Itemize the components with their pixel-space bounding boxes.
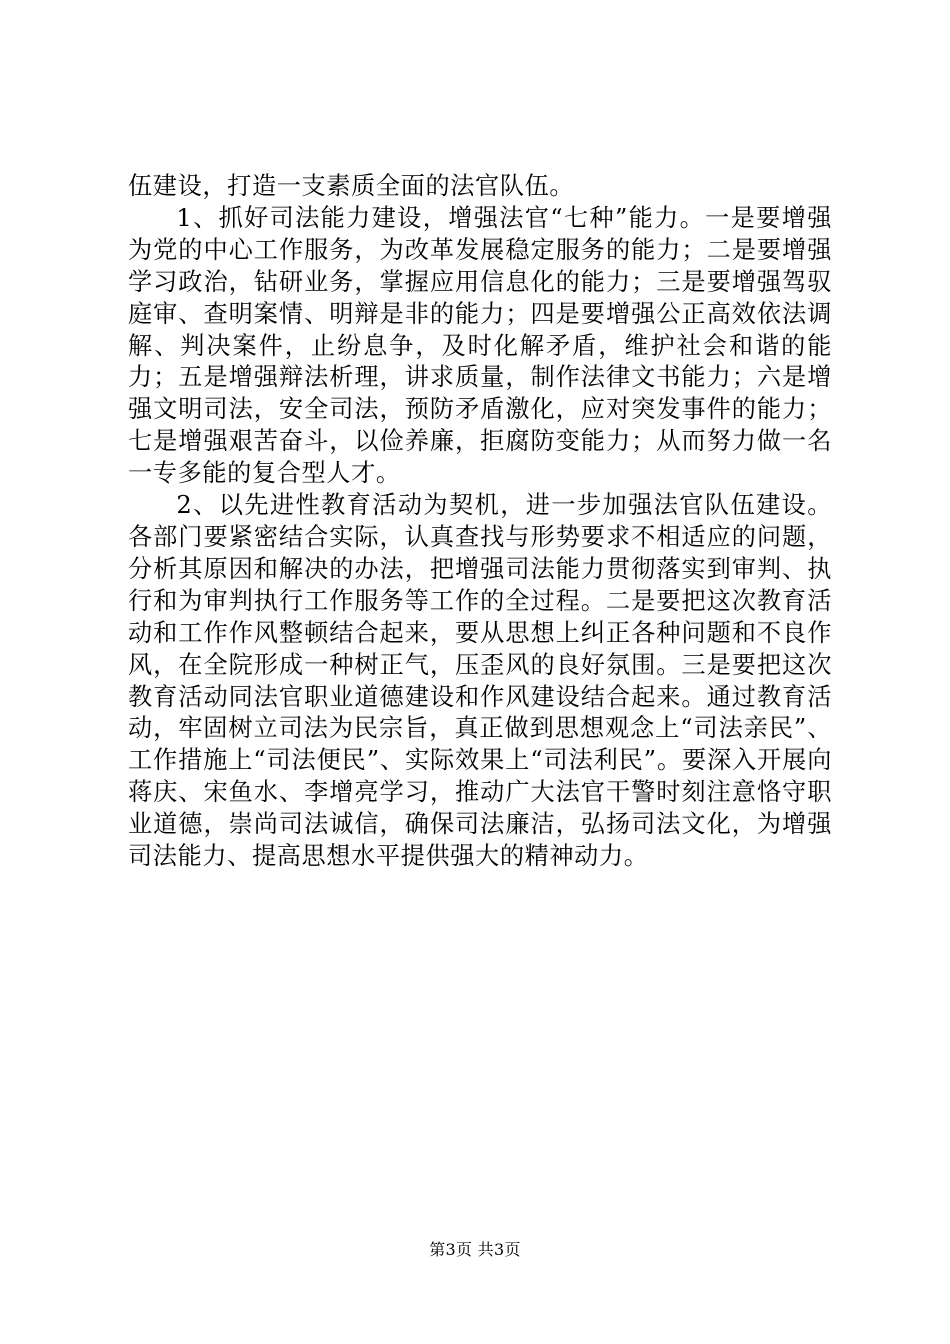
paragraph-education-activity: 2、以先进性教育活动为契机，进一步加强法官队伍建设。各部门要紧密结合实际，认真查找与形势要求不相适应的问题，分析其原因和解决的办法，把增强司法能力贯彻落实到审判、执行和为审判执行工作服务等工作的全过程。二是要把这次教育活动和工作作风整顿结合起来，要从思想上纠正各种问题和不良作风，在全院形成一种树正气，压歪风的良好氛围。三是要把这次教育活动同法官职业道德建设和作风建设结合起来。通过教育活动，牢固树立司法为民宗旨，真正做到思想观念上“司法亲民”、工作措施上“司法便民”、实际效果上“司法利民”。要深入开展向蒋庆、宋鱼水、李增亮学习，推动广大法官干警时刻注意恪守职业道德，崇尚司法诚信，确保司法廉洁，弘扬司法文化，为增强司法能力、提高思想水平提供强大的精神动力。 [128,491,832,871]
document-body [128,171,832,873]
paragraph-judicial-capacity: 1、抓好司法能力建设，增强法官“七种”能力。一是要增强为党的中心工作服务，为改革发展稳定服务的能力；二是要增强学习政治，钻研业务，掌握应用信息化的能力；三是要增强驾驭庭审、查明案情、明辩是非的能力；四是要增强公正高效依法调解、判决案件，止纷息争，及时化解矛盾，维护社会和谐的能力；五是增强辩法析理，讲求质量，制作法律文书能力；六是增强文明司法，安全司法，预防矛盾激化，应对突发事件的能力；七是增强艰苦奋斗，以俭养廉，拒腐防变能力；从而努力做一名一专多能的复合型人才。 [128,203,832,488]
paragraph-continuation: 伍建设，打造一支素质全面的法官队伍。 [128,172,575,200]
page-footer: 第3页 共3页 [429,1240,521,1259]
